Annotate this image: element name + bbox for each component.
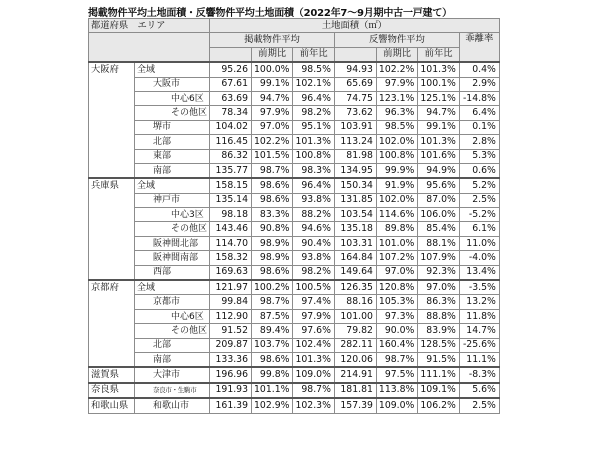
listing-prev-period-cell: 98.6% bbox=[252, 193, 293, 207]
listing-prev-period-cell: 94.7% bbox=[252, 91, 293, 105]
table-row bbox=[89, 149, 500, 163]
listing-prev-period-cell: 103.7% bbox=[252, 338, 293, 352]
listing-prev-period-cell: 98.7% bbox=[252, 295, 293, 309]
pref-cell bbox=[89, 163, 135, 178]
response-prev-year-cell: 87.0% bbox=[418, 193, 459, 207]
table-row bbox=[89, 163, 500, 178]
listing-value-cell: 63.69 bbox=[210, 91, 252, 105]
pref-cell bbox=[89, 222, 135, 236]
divergence-cell: 5.6% bbox=[459, 383, 499, 398]
table-row bbox=[89, 338, 500, 352]
response-value-cell: 134.95 bbox=[334, 163, 376, 178]
pref-cell: 兵庫県 bbox=[89, 178, 135, 193]
listing-prev-year-cell: 96.4% bbox=[293, 178, 334, 193]
pref-cell bbox=[89, 352, 135, 367]
table-row bbox=[89, 309, 500, 323]
listing-prev-year-cell: 98.5% bbox=[293, 62, 334, 77]
area-cell: 京都市 bbox=[135, 295, 210, 309]
response-value-header bbox=[334, 47, 376, 62]
response-prev-year-cell: 109.1% bbox=[418, 383, 459, 398]
listing-value-cell: 91.52 bbox=[210, 324, 252, 338]
response-prev-year-cell: 88.8% bbox=[418, 309, 459, 323]
area-cell: 全域 bbox=[135, 178, 210, 193]
divergence-cell: 2.9% bbox=[459, 77, 499, 91]
listing-prev-period-cell: 99.1% bbox=[252, 77, 293, 91]
divergence-cell: 14.7% bbox=[459, 324, 499, 338]
listing-prev-year-cell: 97.9% bbox=[293, 309, 334, 323]
response-prev-period-cell: 102.2% bbox=[376, 62, 417, 77]
response-prev-period-cell: 97.5% bbox=[376, 367, 417, 382]
table-row bbox=[89, 280, 500, 295]
pref-cell: 和歌山県 bbox=[89, 398, 135, 413]
pref-cell bbox=[89, 106, 135, 120]
table-row bbox=[89, 383, 500, 398]
listing-prev-period-cell: 99.8% bbox=[252, 367, 293, 382]
area-cell: 和歌山市 bbox=[135, 398, 210, 413]
listing-prev-period-cell: 102.9% bbox=[252, 398, 293, 413]
response-value-cell: 181.81 bbox=[334, 383, 376, 398]
response-value-cell: 103.54 bbox=[334, 208, 376, 222]
response-prev-year-header: 前年比 bbox=[418, 47, 459, 62]
table-row bbox=[89, 324, 500, 338]
response-prev-year-cell: 111.1% bbox=[418, 367, 459, 382]
pref-cell bbox=[89, 236, 135, 250]
response-prev-year-cell: 88.1% bbox=[418, 236, 459, 250]
table-row bbox=[89, 62, 500, 77]
divergence-cell: 11.0% bbox=[459, 236, 499, 250]
divergence-cell: 2.5% bbox=[459, 193, 499, 207]
pref-cell: 滋賀県 bbox=[89, 367, 135, 382]
response-prev-period-cell: 102.0% bbox=[376, 193, 417, 207]
listing-prev-period-cell: 100.0% bbox=[252, 62, 293, 77]
divergence-cell: 2.5% bbox=[459, 398, 499, 413]
pref-cell bbox=[89, 77, 135, 91]
response-prev-year-cell: 128.5% bbox=[418, 338, 459, 352]
listing-value-header bbox=[210, 47, 252, 62]
listing-prev-period-cell: 97.9% bbox=[252, 106, 293, 120]
response-prev-year-cell: 101.3% bbox=[418, 135, 459, 149]
pref-cell bbox=[89, 91, 135, 105]
response-prev-year-cell: 85.4% bbox=[418, 222, 459, 236]
response-value-cell: 149.64 bbox=[334, 265, 376, 280]
area-cell: 阪神間北部 bbox=[135, 236, 210, 250]
pref-cell bbox=[89, 324, 135, 338]
area-cell: 南部 bbox=[135, 352, 210, 367]
page-title: 掲載物件平均土地面積・反響物件平均土地面積（2022年7～9月期中古一戸建て） bbox=[88, 8, 452, 19]
listing-value-cell: 143.46 bbox=[210, 222, 252, 236]
listing-prev-year-cell: 98.7% bbox=[293, 383, 334, 398]
divergence-cell: 6.4% bbox=[459, 106, 499, 120]
response-prev-period-cell: 109.0% bbox=[376, 398, 417, 413]
divergence-cell: 5.2% bbox=[459, 178, 499, 193]
listing-prev-year-cell: 97.4% bbox=[293, 295, 334, 309]
divergence-cell: 13.4% bbox=[459, 265, 499, 280]
listing-prev-period-cell: 89.4% bbox=[252, 324, 293, 338]
listing-prev-year-cell: 98.2% bbox=[293, 265, 334, 280]
response-prev-period-cell: 123.1% bbox=[376, 91, 417, 105]
header-blank bbox=[89, 33, 210, 62]
table-row bbox=[89, 193, 500, 207]
area-cell: その他区 bbox=[135, 106, 210, 120]
area-cell: 神戸市 bbox=[135, 193, 210, 207]
response-prev-period-cell: 97.0% bbox=[376, 265, 417, 280]
pref-cell bbox=[89, 208, 135, 222]
divergence-cell: -8.3% bbox=[459, 367, 499, 382]
pref-cell: 大阪府 bbox=[89, 62, 135, 77]
listing-prev-period-cell: 98.9% bbox=[252, 236, 293, 250]
listing-value-cell: 121.97 bbox=[210, 280, 252, 295]
area-cell: 中心6区 bbox=[135, 91, 210, 105]
listing-prev-year-cell: 102.4% bbox=[293, 338, 334, 352]
listing-prev-period-cell: 98.6% bbox=[252, 265, 293, 280]
listing-prev-year-cell: 101.3% bbox=[293, 135, 334, 149]
table-row bbox=[89, 295, 500, 309]
area-cell: 中心3区 bbox=[135, 208, 210, 222]
response-prev-year-cell: 94.9% bbox=[418, 163, 459, 178]
response-value-cell: 164.84 bbox=[334, 251, 376, 265]
response-value-cell: 65.69 bbox=[334, 77, 376, 91]
table-row bbox=[89, 222, 500, 236]
response-value-cell: 214.91 bbox=[334, 367, 376, 382]
listing-prev-year-cell: 90.4% bbox=[293, 236, 334, 250]
listing-prev-year-cell: 95.1% bbox=[293, 120, 334, 134]
listing-prev-year-cell: 94.6% bbox=[293, 222, 334, 236]
response-value-cell: 101.00 bbox=[334, 309, 376, 323]
listing-prev-year-cell: 109.0% bbox=[293, 367, 334, 382]
response-value-cell: 88.16 bbox=[334, 295, 376, 309]
listing-value-cell: 191.93 bbox=[210, 383, 252, 398]
response-value-cell: 94.93 bbox=[334, 62, 376, 77]
listing-value-cell: 78.34 bbox=[210, 106, 252, 120]
listing-prev-year-cell: 98.2% bbox=[293, 106, 334, 120]
table-row bbox=[89, 135, 500, 149]
listing-prev-period-header: 前期比 bbox=[252, 47, 293, 62]
listing-value-cell: 169.63 bbox=[210, 265, 252, 280]
response-prev-period-cell: 107.2% bbox=[376, 251, 417, 265]
response-prev-year-cell: 92.3% bbox=[418, 265, 459, 280]
area-cell: 大津市 bbox=[135, 367, 210, 382]
response-prev-year-cell: 107.9% bbox=[418, 251, 459, 265]
listing-value-cell: 95.26 bbox=[210, 62, 252, 77]
divergence-cell: -5.2% bbox=[459, 208, 499, 222]
area-cell: その他区 bbox=[135, 324, 210, 338]
listing-prev-period-cell: 83.3% bbox=[252, 208, 293, 222]
listing-avg-header: 掲載物件平均 bbox=[210, 33, 335, 47]
response-prev-period-cell: 120.8% bbox=[376, 280, 417, 295]
listing-value-cell: 98.18 bbox=[210, 208, 252, 222]
response-prev-year-cell: 125.1% bbox=[418, 91, 459, 105]
area-cell: 中心6区 bbox=[135, 309, 210, 323]
response-prev-period-cell: 102.0% bbox=[376, 135, 417, 149]
listing-prev-period-cell: 87.5% bbox=[252, 309, 293, 323]
table-row bbox=[89, 208, 500, 222]
listing-prev-year-cell: 93.8% bbox=[293, 193, 334, 207]
divergence-cell: 5.3% bbox=[459, 149, 499, 163]
table-row bbox=[89, 367, 500, 382]
listing-value-cell: 158.15 bbox=[210, 178, 252, 193]
pref-area-header: 都道府県 エリア bbox=[89, 19, 210, 33]
listing-value-cell: 86.32 bbox=[210, 149, 252, 163]
listing-prev-period-cell: 98.7% bbox=[252, 163, 293, 178]
response-prev-year-cell: 86.3% bbox=[418, 295, 459, 309]
area-cell: 東部 bbox=[135, 149, 210, 163]
listing-value-cell: 104.02 bbox=[210, 120, 252, 134]
response-prev-period-cell: 98.7% bbox=[376, 352, 417, 367]
response-prev-year-cell: 91.5% bbox=[418, 352, 459, 367]
response-prev-period-cell: 89.8% bbox=[376, 222, 417, 236]
table-row bbox=[89, 77, 500, 91]
pref-cell bbox=[89, 193, 135, 207]
listing-value-cell: 99.84 bbox=[210, 295, 252, 309]
response-prev-period-cell: 114.6% bbox=[376, 208, 417, 222]
area-cell: 大阪市 bbox=[135, 77, 210, 91]
pref-cell bbox=[89, 295, 135, 309]
divergence-cell: -4.0% bbox=[459, 251, 499, 265]
listing-prev-year-cell: 102.3% bbox=[293, 398, 334, 413]
response-prev-period-cell: 113.8% bbox=[376, 383, 417, 398]
listing-prev-period-cell: 102.2% bbox=[252, 135, 293, 149]
response-prev-period-cell: 97.3% bbox=[376, 309, 417, 323]
listing-prev-period-cell: 101.5% bbox=[252, 149, 293, 163]
table-body bbox=[89, 62, 500, 413]
response-value-cell: 150.34 bbox=[334, 178, 376, 193]
response-prev-year-cell: 94.7% bbox=[418, 106, 459, 120]
divergence-cell: -25.6% bbox=[459, 338, 499, 352]
divergence-cell: 0.6% bbox=[459, 163, 499, 178]
area-cell: 北部 bbox=[135, 338, 210, 352]
divergence-cell: 11.8% bbox=[459, 309, 499, 323]
table-row bbox=[89, 265, 500, 280]
area-cell: 全域 bbox=[135, 62, 210, 77]
listing-prev-period-cell: 100.2% bbox=[252, 280, 293, 295]
listing-value-cell: 114.70 bbox=[210, 236, 252, 250]
listing-value-cell: 112.90 bbox=[210, 309, 252, 323]
listing-prev-year-cell: 98.3% bbox=[293, 163, 334, 178]
response-prev-period-cell: 98.5% bbox=[376, 120, 417, 134]
divergence-cell: 2.8% bbox=[459, 135, 499, 149]
table-row bbox=[89, 106, 500, 120]
response-prev-period-cell: 97.9% bbox=[376, 77, 417, 91]
pref-cell bbox=[89, 149, 135, 163]
listing-prev-period-cell: 101.1% bbox=[252, 383, 293, 398]
listing-prev-period-cell: 98.9% bbox=[252, 251, 293, 265]
listing-prev-period-cell: 98.6% bbox=[252, 178, 293, 193]
table-row bbox=[89, 178, 500, 193]
table-row bbox=[89, 236, 500, 250]
pref-cell bbox=[89, 265, 135, 280]
response-prev-year-cell: 101.3% bbox=[418, 62, 459, 77]
listing-prev-year-header: 前年比 bbox=[293, 47, 334, 62]
listing-value-cell: 158.32 bbox=[210, 251, 252, 265]
response-prev-year-cell: 95.6% bbox=[418, 178, 459, 193]
listing-prev-period-cell: 97.0% bbox=[252, 120, 293, 134]
table-row bbox=[89, 91, 500, 105]
listing-prev-year-cell: 100.5% bbox=[293, 280, 334, 295]
listing-value-cell: 135.14 bbox=[210, 193, 252, 207]
response-prev-period-cell: 100.8% bbox=[376, 149, 417, 163]
table-row bbox=[89, 398, 500, 413]
divergence-header: 乖離率 bbox=[459, 33, 499, 62]
response-prev-year-cell: 101.6% bbox=[418, 149, 459, 163]
listing-value-cell: 135.77 bbox=[210, 163, 252, 178]
listing-prev-year-cell: 100.8% bbox=[293, 149, 334, 163]
response-value-cell: 126.35 bbox=[334, 280, 376, 295]
response-value-cell: 120.06 bbox=[334, 352, 376, 367]
listing-prev-year-cell: 93.8% bbox=[293, 251, 334, 265]
divergence-cell: 6.1% bbox=[459, 222, 499, 236]
area-cell: 堺市 bbox=[135, 120, 210, 134]
response-value-cell: 282.11 bbox=[334, 338, 376, 352]
table-row bbox=[89, 251, 500, 265]
area-cell: 全域 bbox=[135, 280, 210, 295]
divergence-cell: 13.2% bbox=[459, 295, 499, 309]
response-value-cell: 113.24 bbox=[334, 135, 376, 149]
divergence-cell: 0.4% bbox=[459, 62, 499, 77]
divergence-cell: 0.1% bbox=[459, 120, 499, 134]
listing-prev-year-cell: 88.2% bbox=[293, 208, 334, 222]
response-value-cell: 73.62 bbox=[334, 106, 376, 120]
response-prev-period-header: 前期比 bbox=[376, 47, 417, 62]
land-area-table bbox=[88, 18, 500, 414]
header-row-1 bbox=[89, 19, 500, 33]
listing-prev-year-cell: 102.1% bbox=[293, 77, 334, 91]
listing-prev-year-cell: 101.3% bbox=[293, 352, 334, 367]
pref-cell: 京都府 bbox=[89, 280, 135, 295]
divergence-cell: 11.1% bbox=[459, 352, 499, 367]
response-prev-period-cell: 90.0% bbox=[376, 324, 417, 338]
listing-value-cell: 209.87 bbox=[210, 338, 252, 352]
response-value-cell: 79.82 bbox=[334, 324, 376, 338]
response-prev-period-cell: 91.9% bbox=[376, 178, 417, 193]
response-prev-year-cell: 83.9% bbox=[418, 324, 459, 338]
pref-cell bbox=[89, 251, 135, 265]
response-prev-period-cell: 160.4% bbox=[376, 338, 417, 352]
divergence-cell: -14.8% bbox=[459, 91, 499, 105]
response-prev-year-cell: 100.1% bbox=[418, 77, 459, 91]
response-value-cell: 81.98 bbox=[334, 149, 376, 163]
response-value-cell: 157.39 bbox=[334, 398, 376, 413]
response-value-cell: 135.18 bbox=[334, 222, 376, 236]
listing-prev-year-cell: 96.4% bbox=[293, 91, 334, 105]
area-cell: 北部 bbox=[135, 135, 210, 149]
area-cell: 南部 bbox=[135, 163, 210, 178]
response-avg-header: 反響物件平均 bbox=[334, 33, 459, 47]
table-row bbox=[89, 120, 500, 134]
pref-cell bbox=[89, 135, 135, 149]
response-prev-year-cell: 99.1% bbox=[418, 120, 459, 134]
response-prev-year-cell: 97.0% bbox=[418, 280, 459, 295]
response-value-cell: 103.91 bbox=[334, 120, 376, 134]
listing-prev-period-cell: 90.8% bbox=[252, 222, 293, 236]
area-cell: 阪神間南部 bbox=[135, 251, 210, 265]
listing-value-cell: 116.45 bbox=[210, 135, 252, 149]
pref-cell bbox=[89, 338, 135, 352]
divergence-cell: -3.5% bbox=[459, 280, 499, 295]
response-prev-period-cell: 99.9% bbox=[376, 163, 417, 178]
table-row bbox=[89, 352, 500, 367]
land-area-header: 土地面積（㎡） bbox=[210, 19, 500, 33]
listing-value-cell: 196.96 bbox=[210, 367, 252, 382]
area-cell: 西部 bbox=[135, 265, 210, 280]
response-prev-period-cell: 105.3% bbox=[376, 295, 417, 309]
area-cell: その他区 bbox=[135, 222, 210, 236]
listing-prev-period-cell: 98.6% bbox=[252, 352, 293, 367]
header-row-2 bbox=[89, 33, 500, 47]
pref-cell bbox=[89, 120, 135, 134]
area-cell: 奈良市・生駒市 bbox=[135, 383, 210, 398]
response-value-cell: 103.31 bbox=[334, 236, 376, 250]
listing-prev-year-cell: 97.6% bbox=[293, 324, 334, 338]
pref-cell bbox=[89, 309, 135, 323]
listing-value-cell: 161.39 bbox=[210, 398, 252, 413]
response-prev-year-cell: 106.0% bbox=[418, 208, 459, 222]
listing-value-cell: 133.36 bbox=[210, 352, 252, 367]
response-value-cell: 74.75 bbox=[334, 91, 376, 105]
listing-value-cell: 67.61 bbox=[210, 77, 252, 91]
pref-cell: 奈良県 bbox=[89, 383, 135, 398]
response-prev-year-cell: 106.2% bbox=[418, 398, 459, 413]
response-value-cell: 131.85 bbox=[334, 193, 376, 207]
response-prev-period-cell: 101.0% bbox=[376, 236, 417, 250]
response-prev-period-cell: 96.3% bbox=[376, 106, 417, 120]
